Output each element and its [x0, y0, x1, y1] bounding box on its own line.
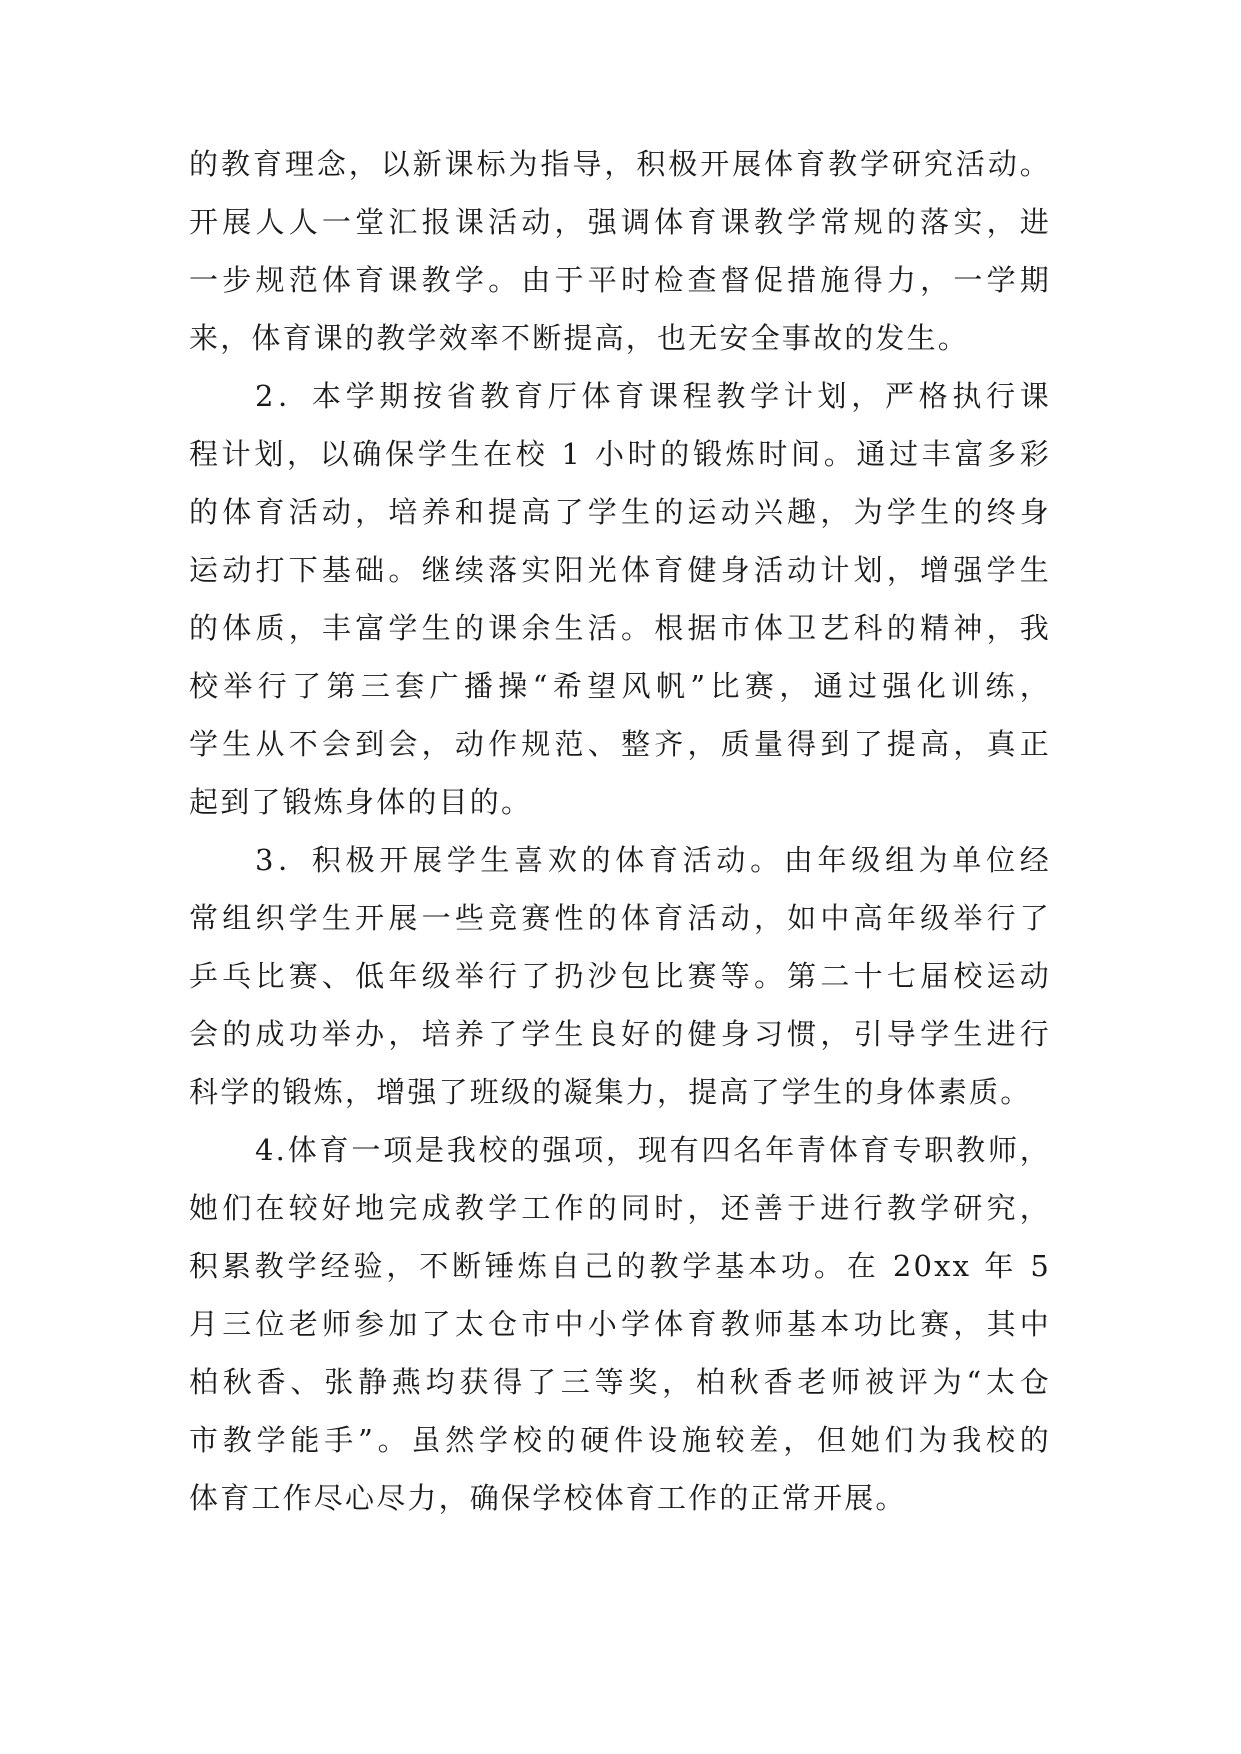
text-line: 柏秋香、张静燕均获得了三等奖，柏秋香老师被评为“太仓 — [189, 1365, 1051, 1399]
text-line: 会的成功举办，培养了学生良好的健身习惯，引导学生进行 — [189, 1017, 1051, 1051]
text-line: 她们在较好地完成教学工作的同时，还善于进行教学研究， — [189, 1191, 1051, 1225]
text-line: 开展人人一堂汇报课活动，强调体育课教学常规的落实，进 — [189, 205, 1051, 239]
text-line: 体育工作尽心尽力，确保学校体育工作的正常开展。 — [189, 1481, 907, 1515]
text-line: 常组织学生开展一些竞赛性的体育活动，如中高年级举行了 — [189, 901, 1051, 935]
text-line: 3．积极开展学生喜欢的体育活动。由年级组为单位经 — [255, 843, 1051, 877]
text-line: 一步规范体育课教学。由于平时检查督促措施得力，一学期 — [189, 263, 1051, 297]
text-line: 的体育活动，培养和提高了学生的运动兴趣，为学生的终身 — [189, 495, 1051, 529]
text-line: 乒乓比赛、低年级举行了扔沙包比赛等。第二十七届校运动 — [189, 959, 1051, 993]
paragraph-3 — [189, 831, 1051, 1121]
text-line: 来，体育课的教学效率不断提高，也无安全事故的发生。 — [189, 321, 970, 355]
text-line: 的教育理念，以新课标为指导，积极开展体育教学研究活动。 — [189, 147, 1051, 181]
text-line: 4.体育一项是我校的强项，现有四名年青体育专职教师， — [255, 1133, 1051, 1167]
text-line: 市教学能手”。虽然学校的硬件设施较差，但她们为我校的 — [189, 1423, 1051, 1457]
text-line: 科学的锻炼，增强了班级的凝集力，提高了学生的身体素质。 — [189, 1075, 1032, 1109]
text-line: 起到了锻炼身体的目的。 — [189, 785, 533, 819]
text-line: 运动打下基础。继续落实阳光体育健身活动计划，增强学生 — [189, 553, 1051, 587]
text-line: 程计划，以确保学生在校 1 小时的锻炼时间。通过丰富多彩 — [189, 437, 1051, 471]
text-line: 的体质，丰富学生的课余生活。根据市体卫艺科的精神，我 — [189, 611, 1051, 645]
paragraph-4 — [189, 1121, 1051, 1527]
text-line: 月三位老师参加了太仓市中小学体育教师基本功比赛，其中 — [189, 1307, 1051, 1341]
text-line: 积累教学经验，不断锤炼自己的教学基本功。在 20xx 年 5 — [189, 1249, 1051, 1283]
paragraph-1 — [189, 135, 1051, 367]
paragraph-2 — [189, 367, 1051, 831]
text-line: 2．本学期按省教育厅体育课程教学计划，严格执行课 — [255, 379, 1051, 413]
text-line: 学生从不会到会，动作规范、整齐，质量得到了提高，真正 — [189, 727, 1051, 761]
document-body — [189, 135, 1051, 1527]
text-line: 校举行了第三套广播操“希望风帆”比赛，通过强化训练， — [189, 669, 1051, 703]
